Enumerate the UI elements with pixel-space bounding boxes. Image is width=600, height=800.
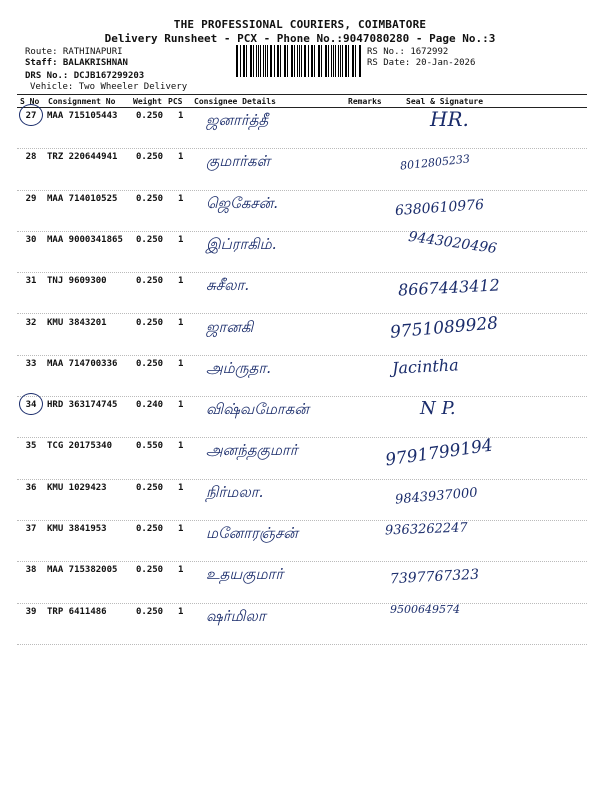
consignee-handwriting: மனோரஞ்சன் [206, 524, 298, 542]
row-sno: 27 [25, 111, 37, 121]
row-sno: 34 [25, 400, 37, 411]
row-weight: 0.250 [136, 276, 164, 287]
row-weight: 0.250 [136, 152, 164, 163]
signature-handwriting: 9500649574 [390, 602, 460, 616]
staff-label: Staff: BALAKRISHNAN [25, 58, 128, 68]
row-sno: 32 [25, 317, 37, 328]
rs-date: RS Date: 20-Jan-2026 [367, 58, 476, 68]
consignee-handwriting: அம்ருதா. [206, 358, 272, 377]
vehicle-label: Vehicle: Two Wheeler Delivery [30, 82, 188, 92]
consignee-handwriting: அனந்தகுமார் [206, 441, 298, 460]
signature-handwriting: 8667443412 [397, 275, 501, 300]
circle-mark [19, 104, 43, 126]
route-label: Route: RATHINAPURI [25, 47, 123, 57]
header-bottom-rule [17, 107, 587, 108]
header-top-rule [17, 94, 587, 95]
row-sno: 35 [25, 441, 37, 452]
drs-number: DRS No.: DCJB167299203 [25, 71, 145, 81]
circle-mark [19, 393, 43, 415]
table-row [0, 481, 600, 519]
row-divider [17, 437, 587, 438]
signature-handwriting: 9791799194 [384, 435, 495, 471]
row-weight: 0.240 [136, 400, 164, 411]
row-sno: 36 [25, 482, 37, 493]
consignee-handwriting: ஜெகேசன். [206, 193, 279, 212]
signature-handwriting: N P. [420, 398, 456, 420]
row-consignment-no: HRD 363174745 [47, 400, 118, 411]
signature-handwriting: 8012805233 [399, 152, 471, 173]
table-row [0, 312, 600, 354]
consignee-handwriting: நிர்மலா. [206, 482, 264, 501]
row-sno: 33 [25, 358, 37, 369]
consignee-handwriting: இப்ராகிம். [206, 234, 277, 253]
row-sno: 29 [25, 193, 37, 204]
table-row [0, 602, 600, 643]
row-pcs: 1 [178, 565, 184, 576]
col-pcs: PCS [168, 97, 183, 106]
signature-handwriting: HR. [430, 107, 469, 131]
consignee-handwriting: விஷ்வமோகன் [206, 400, 309, 419]
consignee-handwriting: சுசீலா. [206, 276, 250, 295]
row-divider [17, 355, 587, 356]
row-consignment-no: MAA 715382005 [47, 565, 118, 576]
table-row [0, 109, 600, 147]
row-weight: 0.550 [136, 441, 164, 452]
row-consignment-no: TRZ 220644941 [47, 152, 118, 163]
consignee-handwriting: உதயகுமார் [206, 565, 284, 584]
row-pcs: 1 [178, 358, 184, 369]
signature-handwriting: 9843937000 [394, 485, 479, 508]
row-weight: 0.250 [136, 565, 164, 576]
table-row [0, 435, 600, 477]
row-pcs: 1 [178, 276, 184, 287]
row-pcs: 1 [178, 152, 184, 163]
row-pcs: 1 [178, 111, 184, 121]
row-weight: 0.250 [136, 317, 164, 328]
row-consignment-no: KMU 3843201 [47, 317, 107, 328]
row-weight: 0.250 [136, 358, 164, 369]
signature-handwriting: 9751089928 [389, 312, 499, 343]
row-consignment-no: MAA 714010525 [47, 193, 118, 204]
row-sno: 31 [25, 276, 37, 287]
table-row [0, 398, 600, 436]
row-pcs: 1 [178, 482, 184, 493]
row-consignment-no: KMU 3841953 [47, 524, 107, 534]
row-divider [17, 644, 587, 645]
row-divider [17, 272, 587, 273]
row-divider [17, 231, 587, 232]
row-weight: 0.250 [136, 234, 164, 245]
signature-handwriting: 9363262247 [384, 520, 468, 539]
barcode-image [236, 45, 362, 77]
table-row [0, 522, 600, 560]
signature-handwriting: 7397767323 [389, 566, 480, 588]
row-pcs: 1 [178, 234, 184, 245]
table-row [0, 150, 600, 188]
col-weight: Weight [133, 97, 162, 106]
row-sno: 28 [25, 152, 37, 163]
row-divider [17, 479, 587, 480]
row-sno: 37 [25, 524, 37, 534]
row-divider [17, 396, 587, 397]
row-divider [17, 190, 587, 191]
row-pcs: 1 [178, 400, 184, 411]
consignee-handwriting: குமார்கள் [206, 152, 271, 171]
row-pcs: 1 [178, 317, 184, 328]
row-divider [17, 520, 587, 521]
row-weight: 0.250 [136, 524, 164, 534]
consignee-handwriting: ஷர்மிலா [206, 606, 266, 625]
signature-handwriting: 6380610976 [394, 196, 485, 219]
row-weight: 0.250 [136, 606, 164, 617]
row-consignment-no: TRP 6411486 [47, 606, 107, 617]
row-weight: 0.250 [136, 482, 164, 493]
row-sno: 39 [25, 606, 37, 617]
consignee-handwriting: ஜானகி [206, 317, 254, 336]
col-consignee: Consignee Details [194, 97, 276, 106]
row-divider [17, 148, 587, 149]
table-row [0, 357, 600, 395]
table-row [0, 228, 600, 271]
col-consignment: Consignment No [48, 97, 116, 106]
row-pcs: 1 [178, 441, 184, 452]
table-row [0, 563, 600, 601]
row-consignment-no: TCG 20175340 [47, 441, 113, 452]
table-row [0, 192, 600, 230]
row-weight: 0.250 [136, 111, 164, 121]
row-pcs: 1 [178, 606, 184, 617]
row-consignment-no: MAA 9000341865 [47, 234, 123, 245]
row-divider [17, 313, 587, 314]
row-consignment-no: TNJ 9609300 [47, 276, 107, 287]
signature-handwriting: Jacintha [391, 355, 460, 378]
company-title: THE PROFESSIONAL COURIERS, COIMBATORE [173, 18, 427, 31]
row-pcs: 1 [178, 524, 184, 534]
row-divider [17, 603, 587, 604]
consignee-handwriting: ஜனார்த்தீ [206, 111, 269, 129]
row-consignment-no: KMU 1029423 [47, 482, 107, 493]
col-seal-signature: Seal & Signature [406, 97, 484, 106]
col-remarks: Remarks [348, 97, 382, 106]
row-sno: 38 [25, 565, 37, 576]
row-pcs: 1 [178, 193, 184, 204]
row-consignment-no: MAA 715105443 [47, 111, 118, 121]
row-divider [17, 561, 587, 562]
rs-number: RS No.: 1672992 [367, 47, 449, 57]
runsheet-subtitle: Delivery Runsheet - PCX - Phone No.:9047080280 - Page No.:3 [104, 32, 496, 45]
signature-handwriting: 9443020496 [407, 228, 498, 258]
table-row [0, 274, 600, 312]
row-weight: 0.250 [136, 193, 164, 204]
col-sno: S No [20, 97, 40, 106]
row-sno: 30 [25, 234, 37, 245]
row-consignment-no: MAA 714700336 [47, 358, 118, 369]
